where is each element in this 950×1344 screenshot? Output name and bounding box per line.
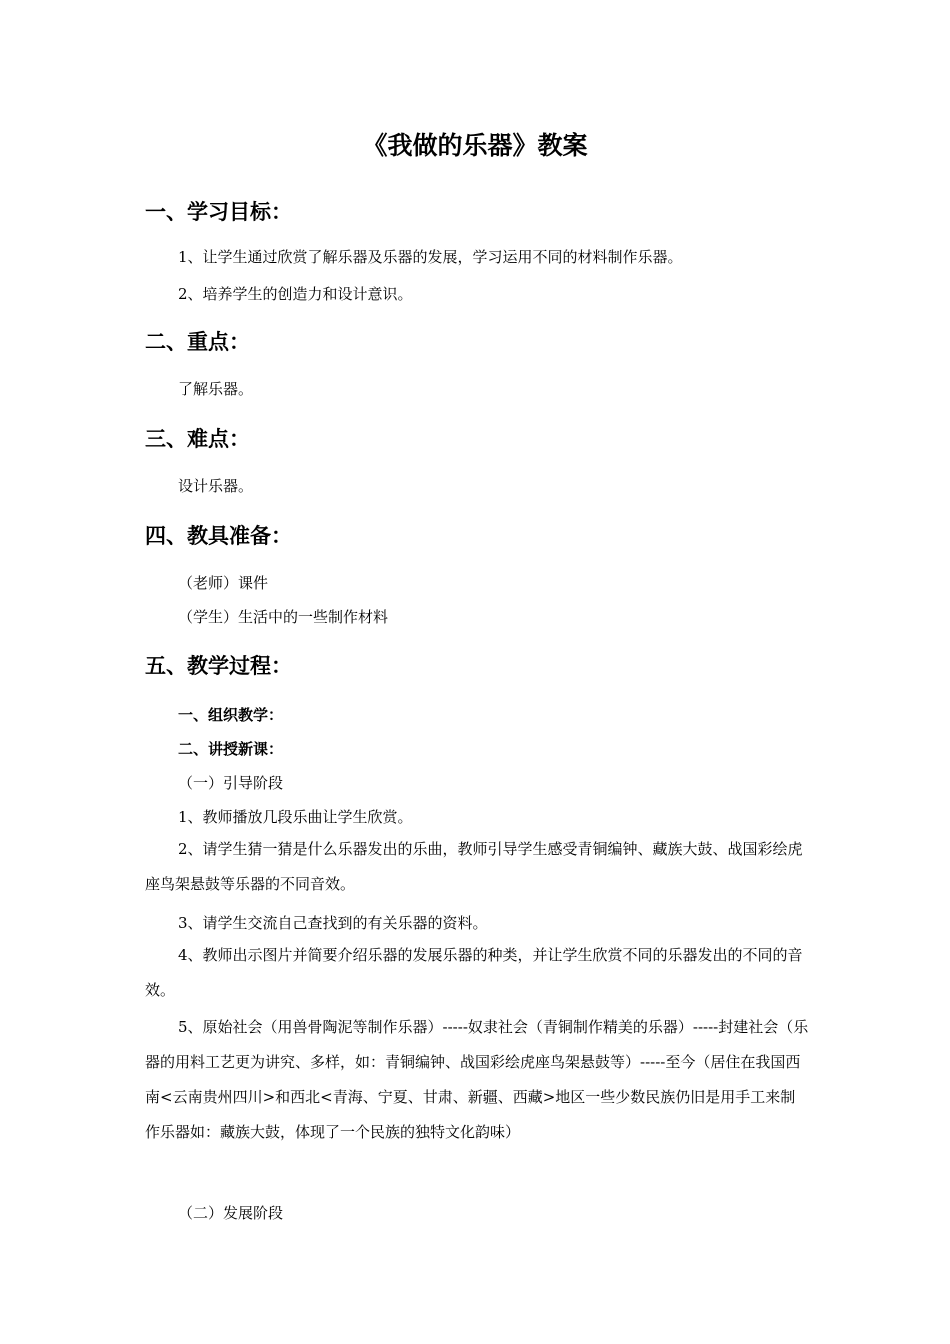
stage-guide: （一）引导阶段	[178, 774, 284, 792]
step-3: 3、请学生交流自己查找到的有关乐器的资料。	[178, 914, 488, 932]
page-title: 《我做的乐器》教案	[362, 131, 588, 160]
step-5: 5、原始社会（用兽骨陶泥等制作乐器）-----奴隶社会（青铜制作精美的乐器）-----封建社会（乐器的用料工艺更为讲究、多样，如：青铜编钟、战国彩绘虎座鸟架悬鼓等）-----至今（居住在我国西南<云南贵州四川>和西北<青海、宁夏、甘肃、新疆、西藏>地区一些少数民族仍旧是用手工来制作乐器如：藏族大鼓，体现了一个民族的独特文化韵味）	[145, 1018, 809, 1141]
step-4: 4、教师出示图片并简要介绍乐器的发展乐器的种类，并让学生欣赏不同的乐器发出的不同的音效。	[145, 946, 803, 999]
stage-develop: （二）发展阶段	[178, 1204, 284, 1222]
step-1: 1、教师播放几段乐曲让学生欣赏。	[178, 808, 413, 826]
goal-item-2: 2、培养学生的创造力和设计意识。	[178, 285, 413, 303]
process-sub-newlesson: 二、讲授新课：	[178, 740, 284, 758]
process-sub-organize: 一、组织教学：	[178, 706, 284, 724]
section-heading-difficulty: 三、难点：	[145, 426, 250, 451]
section-heading-materials: 四、教具准备：	[145, 523, 292, 548]
difficulty-text: 设计乐器。	[178, 477, 254, 495]
goal-item-1: 1、让学生通过欣赏了解乐器及乐器的发展，学习运用不同的材料制作乐器。	[178, 248, 683, 266]
materials-item-teacher: （老师）课件	[178, 574, 269, 592]
step-2: 2、请学生猜一猜是什么乐器发出的乐曲，教师引导学生感受青铜编钟、藏族大鼓、战国彩绘虎座鸟架悬鼓等乐器的不同音效。	[145, 840, 803, 893]
section-heading-process: 五、教学过程：	[145, 653, 292, 678]
section-heading-goals: 一、学习目标：	[145, 199, 292, 224]
materials-item-student: （学生）生活中的一些制作材料	[178, 608, 389, 626]
keypoint-text: 了解乐器。	[178, 380, 254, 398]
section-heading-keypoint: 二、重点：	[145, 329, 250, 354]
